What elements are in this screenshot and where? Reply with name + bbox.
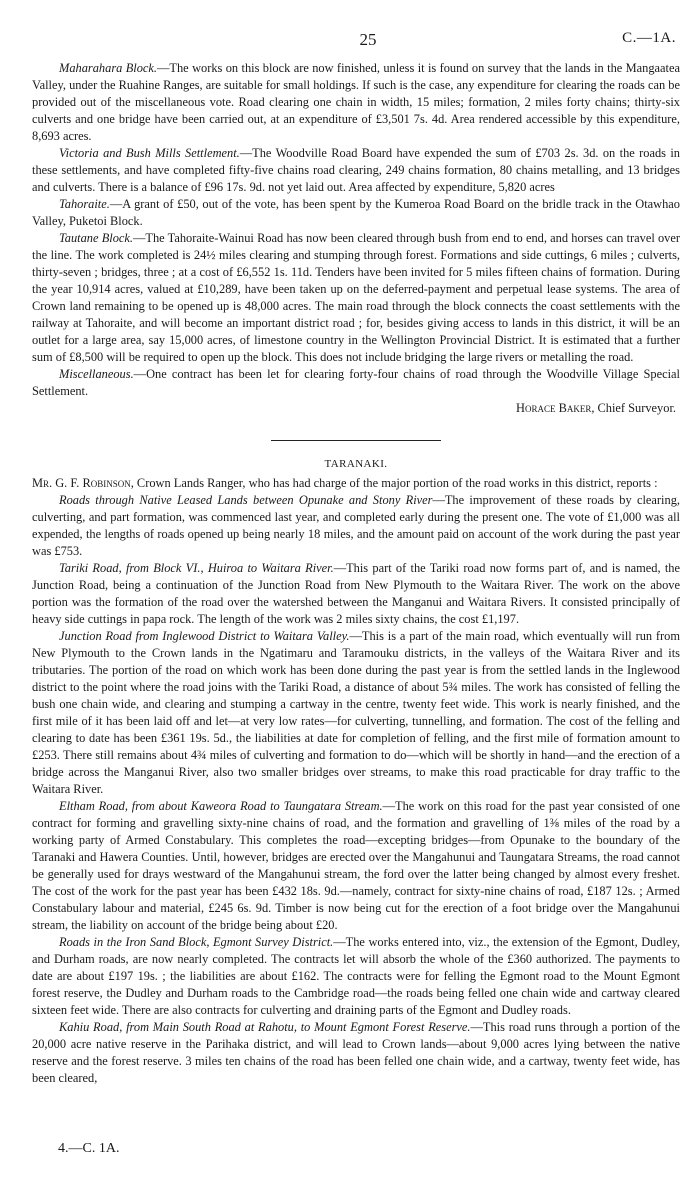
paragraph-text: —The work on this road for the past year consisted of one contract for forming and gravelling sixty-nine chains of road, and the formation and gravelling of 1⅜ miles of the road by a working party of Armed Constabulary. This completes the road—excepting bridges—from Opunake to the boundary of the Taranaki and Hawera Counties. Until, however, bridges are erected over the Mangahunui and Taungatara Streams, the road cannot be generally used for drays westward of the Mangahunui stream, the ford over the latter being changed by almost every freshet. The cost of the work for the past year has been £432 18s. 9d.—namely, contract for sixty-nine chains of road, £187 12s. ; Armed Constabulary labour and material, £245 6s. 9d. Timber is now being cut for the erection of a foot bridge over the Mangahunui stream, the liability on account of the bridge being about £20. [32,799,680,932]
paragraph-heading: Junction Road from Inglewood District to Waitara Valley. [59,629,350,643]
paragraph-heading: Miscellaneous. [59,367,134,381]
paragraph-victoria [32,145,680,196]
paragraph-heading: Tariki Road, from Block VI., Huiroa to Waitara River. [59,561,334,575]
document-reference: C.—1A. [622,30,676,46]
paragraph-text: —One contract has been let for clearing forty-four chains of road through the Woodville Village Special Settlement. [32,367,680,398]
paragraph-text: —This road runs through a portion of the 20,000 acre native reserve in the Parihaka district, and will lead to Crown lands—about 9,000 acres lying between the native reserve and the forest reserve. 3 miles ten chains of the road has been felled one chain wide, and a cartway, twenty feet wide, has been cleared, [32,1020,680,1085]
paragraph-text: —The Tahoraite-Wainui Road has now been cleared through bush from end to end, and horses can travel over the line. The work completed is 24½ miles clearing and stumping through forest. Formations and side cuttings, 6 miles ; culverts, thirty-seven ; bridges, three ; at a cost of £6,552 1s. 11d. Tenders have been invited for 5 miles fifteen chains of formation. During the year 10,914 acres, valued at £10,289, have been taken up on the deferred-payment and perpetual lease systems. The area of Crown land remaining to be opened up is 48,000 acres. The main road through the block connects the coast settlements with the railway at Tahoraite, and will become an important district road ; for, besides giving access to lands in this district, it will be an outlet for a large area, say 15,000 acres, of limestone country in the Wellington Provincial District. It is estimated that a further sum of £8,500 will be required to open up the block. This does not include bridging the large rivers or metalling the road. [32,231,680,364]
paragraph-eltham-road [32,798,680,934]
paragraph-text: —The works on this block are now finished, unless it is found on survey that the lands in the Mangaatea Valley, under the Ruahine Ranges, are suitable for small holdings. If such is the case, any expenditure for clearing the roads can be provided out of the miscellaneous vote. Road clearing one chain in width, 15 miles; formation, 2 miles forty chains; thirty-six culverts and one bridge have been carried out, at an expenditure of £3,501 7s. 4d. Area rendered accessible by this expenditure, 8,693 acres. [32,61,681,143]
paragraph-heading: Roads through Native Leased Lands between Opunake and Stony River [59,493,433,507]
paragraph-kahiu-road [32,1019,680,1087]
intro-text: , Crown Lands Ranger, who has had charge of the major portion of the road works in this district, reports : [130,476,658,490]
paragraph-heading: Maharahara Block. [59,61,158,75]
paragraph-text: —The improvement of these roads by clearing, culverting, and part formation, was commenced last year, and completed early during the present one. The vote of £1,000 was all expended, the lengths of roads opened up being nearly 18 miles, and the amount paid on account of the work during the past year was £753. [32,493,680,558]
paragraph-heading: Eltham Road, from about Kaweora Road to Taungatara Stream. [59,799,383,813]
paragraph-heading: Tahoraite. [59,197,110,211]
paragraph-heading: Roads in the Iron Sand Block, Egmont Survey District. [59,935,334,949]
paragraph-text: —The works entered into, viz., the extension of the Egmont, Dudley, and Durham roads, are now nearly completed. The contracts let will absorb the whole of the £360 authorized. The payments to date are about £197 19s. ; the liabilities are about £162. The contracts were for felling the Egmont road to the Mount Egmont forest reserve, the Dudley and Durham roads to the Cambridge road—the roads being felled one chain wide and cartway cleared sixteen feet wide. There are also contracts for culverting and draining parts of the Egmont and Dudley roads. [32,935,680,1017]
document-body [32,60,680,1087]
paragraph-maharahara [32,60,680,145]
paragraph-text: —A grant of £50, out of the vote, has been spent by the Kumeroa Road Board on the bridle track in the Otawhao Valley, Puketoi Block. [32,197,680,228]
page-number: 25 [359,30,377,49]
section-title: TARANAKI. [324,458,388,470]
paragraph-text: —This is a part of the main road, which eventually will run from New Plymouth to the Crown lands in the Ngatimaru and Taramouku districts, in the valleys of the Waitara River and its tributaries. The portion of the road on which work has been done during the past year is from the settled lands in the Inglewood district to the point where the road joins with the Tariki Road, a distance of about 5¾ miles. The work has consisted of felling the bush one chain wide, and clearing and stumping a cartway in the centre, twenty feet wide. This work is nearly finished, and the first mile of it has been laid off and let—at very low rates—for culverting, tunnelling, and formation. The cost of the felling and clearing to date has been £361 19s. 5d., the liabilities at date for completion of felling, and the first mile of formation amount to £253. There still remains about 4¾ miles of culverting and formation to do—which will be shortly in hand—and the erection of a bridge across the Manganui River, also two smaller bridges over streams, to make this road practicable for dray traffic to the Waitara River. [32,629,680,796]
paragraph-heading: Tautane Block. [59,231,133,245]
paragraph-tahoraite [32,196,680,230]
section-intro [32,475,680,492]
paragraph-miscellaneous [32,366,680,400]
page-footer: 4.—C. 1A. [58,1141,120,1156]
paragraph-tariki-road [32,560,680,628]
paragraph-junction-road [32,628,680,798]
signatory-name: Horace Baker [516,401,592,415]
paragraph-heading: Kahiu Road, from Main South Road at Rahotu, to Mount Egmont Forest Reserve. [59,1020,471,1034]
paragraph-heading: Victoria and Bush Mills Settlement. [59,146,240,160]
paragraph-iron-sand-block [32,934,680,1019]
signatory-title: , Chief Surveyor. [591,401,676,415]
intro-name: Mr. G. F. Robinson [32,476,131,490]
paragraph-text: —This part of the Tariki road now forms part of, and is named, the Junction Road, being a continuation of the Junction Road from New Plymouth to the Waitara River. The work on the above portion was the formation of the road over the watershed between the Manganui and Waitara Rivers. It consisted principally of heavy side cuttings in papa rock. The length of the work was 2 miles sixty chains, the cost £1,197. [32,561,680,626]
signature-line [32,400,680,417]
page-header [60,28,676,52]
section-divider [271,440,441,441]
paragraph-tautane [32,230,680,366]
paragraph-text: —The Woodville Road Board have expended the sum of £703 2s. 3d. on the roads in these settlements, and have completed fifty-five chains road clearing, 249 chains formation, 80 chains metalling, and 13 bridges and culverts. There is a balance of £96 17s. 9d. not yet laid out. Area affected by expenditure, 5,820 acres [32,146,681,194]
paragraph-opunake-roads [32,492,680,560]
